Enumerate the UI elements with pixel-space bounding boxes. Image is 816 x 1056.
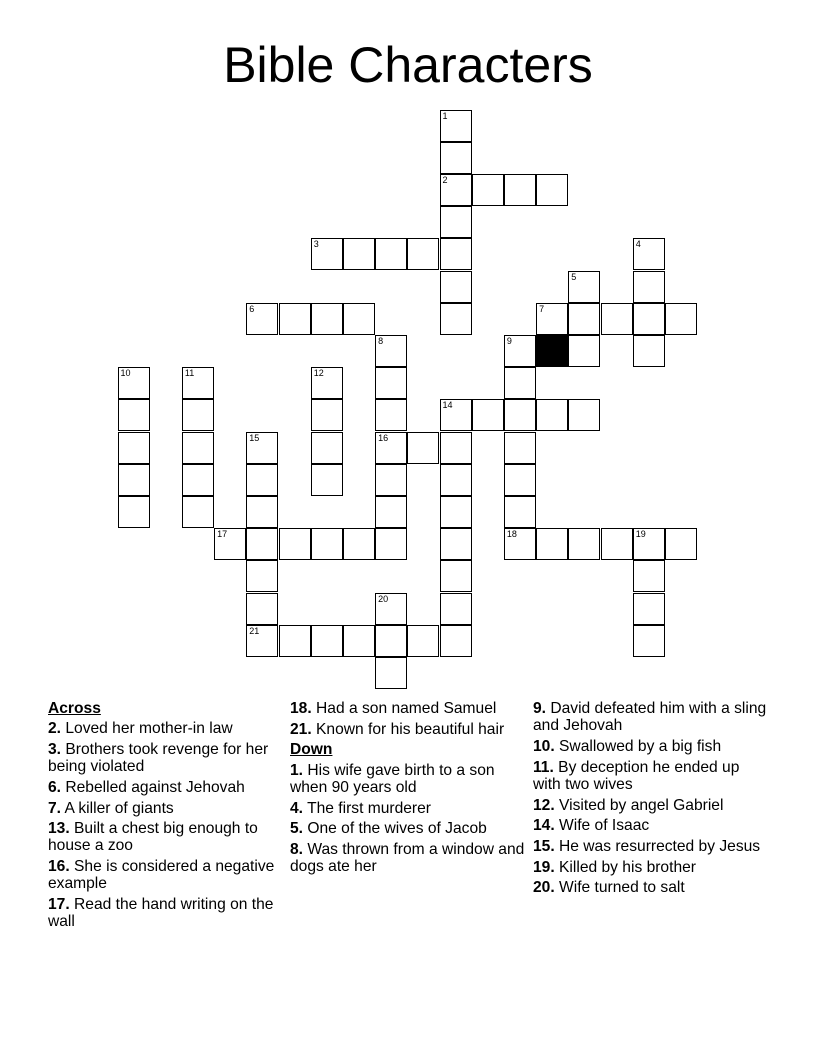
across-clue-7: 7. A killer of giants <box>48 799 174 817</box>
grid-cell[interactable] <box>375 464 407 496</box>
clue-column-3 <box>533 700 771 900</box>
grid-cell[interactable] <box>568 271 600 303</box>
clue-column-2 <box>290 700 528 879</box>
grid-cell-blocked <box>536 335 568 367</box>
grid-cell[interactable] <box>311 625 343 657</box>
grid-cell[interactable] <box>311 464 343 496</box>
grid-cell[interactable] <box>246 303 278 335</box>
grid-cell[interactable] <box>633 238 665 270</box>
grid-cell[interactable] <box>440 238 472 270</box>
across-clue-18: 18. Had a son named Samuel <box>290 700 497 717</box>
grid-cell[interactable] <box>472 174 504 206</box>
cell-number: 15 <box>249 432 260 443</box>
grid-cell[interactable] <box>118 399 150 431</box>
grid-cell[interactable] <box>633 625 665 657</box>
cell-number: 10 <box>120 368 131 379</box>
across-heading: Across <box>48 700 101 717</box>
grid-cell[interactable] <box>440 271 472 303</box>
grid-cell[interactable] <box>375 335 407 367</box>
grid-cell[interactable] <box>375 657 407 689</box>
grid-cell[interactable] <box>118 367 150 399</box>
grid-cell[interactable] <box>536 399 568 431</box>
grid-cell[interactable] <box>279 303 311 335</box>
grid-cell[interactable] <box>568 399 600 431</box>
grid-cell[interactable] <box>375 593 407 625</box>
grid-cell[interactable] <box>182 496 214 528</box>
grid-cell[interactable] <box>311 367 343 399</box>
grid-cell[interactable] <box>633 528 665 560</box>
grid-cell[interactable] <box>568 335 600 367</box>
cell-number: 9 <box>506 335 512 346</box>
grid-cell[interactable] <box>182 464 214 496</box>
cell-number: 12 <box>313 368 324 379</box>
grid-cell[interactable] <box>407 238 439 270</box>
grid-cell[interactable] <box>440 142 472 174</box>
grid-cell[interactable] <box>472 399 504 431</box>
cell-number: 16 <box>378 432 389 443</box>
down-clue-12: 12. Visited by angel Gabriel <box>533 796 724 814</box>
grid-cell[interactable] <box>246 528 278 560</box>
grid-cell[interactable] <box>182 367 214 399</box>
grid-cell[interactable] <box>343 303 375 335</box>
grid-cell[interactable] <box>440 174 472 206</box>
grid-cell[interactable] <box>665 528 697 560</box>
grid-cell[interactable] <box>311 528 343 560</box>
grid-cell[interactable] <box>504 432 536 464</box>
grid-cell[interactable] <box>311 303 343 335</box>
cell-number: 14 <box>442 400 453 411</box>
grid-cell[interactable] <box>118 464 150 496</box>
grid-cell[interactable] <box>440 303 472 335</box>
cell-number: 19 <box>635 529 646 540</box>
grid-cell[interactable] <box>504 399 536 431</box>
grid-cell[interactable] <box>375 238 407 270</box>
grid-cell[interactable] <box>601 528 633 560</box>
grid-cell[interactable] <box>407 432 439 464</box>
grid-cell[interactable] <box>504 528 536 560</box>
grid-cell[interactable] <box>440 625 472 657</box>
down-clue-14: 14. Wife of Isaac <box>533 817 650 835</box>
grid-cell[interactable] <box>246 496 278 528</box>
cell-number: 4 <box>635 239 641 250</box>
grid-cell[interactable] <box>633 560 665 592</box>
grid-cell[interactable] <box>246 560 278 592</box>
grid-cell[interactable] <box>568 303 600 335</box>
grid-cell[interactable] <box>504 464 536 496</box>
down-clue-1: 1. His wife gave birth to a son when 90 years old <box>290 761 495 796</box>
across-clue-2: 2. Loved her mother-in law <box>48 720 233 738</box>
cell-number: 2 <box>442 174 448 185</box>
grid-cell[interactable] <box>118 432 150 464</box>
across-clue-17: 17. Read the hand writing on the wall <box>48 896 274 931</box>
cell-number: 18 <box>506 529 517 540</box>
grid-cell[interactable] <box>279 528 311 560</box>
across-clue-21: 21. Known for his beautiful hair <box>290 720 505 738</box>
page-title: Bible Characters <box>223 37 593 93</box>
cell-number: 8 <box>378 335 384 346</box>
down-clue-10: 10. Swallowed by a big fish <box>533 737 722 755</box>
grid-cell[interactable] <box>440 528 472 560</box>
grid-cell[interactable] <box>633 271 665 303</box>
cell-number: 6 <box>249 303 255 314</box>
grid-cell[interactable] <box>182 432 214 464</box>
down-clue-15: 15. He was resurrected by Jesus <box>533 837 761 855</box>
grid-cell[interactable] <box>375 432 407 464</box>
down-heading: Down <box>290 741 333 759</box>
down-clue-20: 20. Wife turned to salt <box>533 879 685 897</box>
clue-column-1 <box>48 700 286 934</box>
across-clue-3: 3. Brothers took revenge for her being violated <box>48 740 269 776</box>
grid-cell[interactable] <box>504 335 536 367</box>
cell-number: 20 <box>378 593 389 604</box>
grid-cell[interactable] <box>633 593 665 625</box>
grid-cell[interactable] <box>279 625 311 657</box>
grid-cell[interactable] <box>633 303 665 335</box>
grid-cell[interactable] <box>440 464 472 496</box>
across-clue-13: 13. Built a chest big enough to house a zoo <box>48 820 258 855</box>
cell-number: 3 <box>313 239 319 250</box>
grid-cell[interactable] <box>568 528 600 560</box>
grid-cell[interactable] <box>343 528 375 560</box>
grid-cell[interactable] <box>601 303 633 335</box>
grid-cell[interactable] <box>246 593 278 625</box>
down-clue-11: 11. By deception he ended up with two wives <box>533 758 740 793</box>
down-clue-9: 9. David defeated him with a sling and Jehovah <box>533 700 767 735</box>
cell-number: 11 <box>184 368 195 379</box>
cell-number: 5 <box>571 271 577 282</box>
grid-cell[interactable] <box>536 174 568 206</box>
grid-cell[interactable] <box>375 399 407 431</box>
grid-cell[interactable] <box>375 625 407 657</box>
grid-cell[interactable] <box>665 303 697 335</box>
down-clue-19: 19. Killed by his brother <box>533 858 696 876</box>
down-clue-8: 8. Was thrown from a window and dogs ate her <box>290 840 525 876</box>
down-clue-5: 5. One of the wives of Jacob <box>290 820 487 838</box>
grid-cell[interactable] <box>407 625 439 657</box>
grid-cell[interactable] <box>440 399 472 431</box>
grid-cell[interactable] <box>343 625 375 657</box>
grid-cell[interactable] <box>504 496 536 528</box>
grid-cell[interactable] <box>311 432 343 464</box>
grid-cell[interactable] <box>214 528 246 560</box>
grid-cell[interactable] <box>440 560 472 592</box>
grid-cell[interactable] <box>633 335 665 367</box>
grid-cell[interactable] <box>536 528 568 560</box>
grid-cell[interactable] <box>311 238 343 270</box>
across-clue-6: 6. Rebelled against Jehovah <box>48 778 245 796</box>
cell-number: 7 <box>539 303 545 314</box>
grid-cell[interactable] <box>504 174 536 206</box>
grid-cell[interactable] <box>246 464 278 496</box>
grid-cell[interactable] <box>375 367 407 399</box>
down-clue-4: 4. The first murderer <box>290 799 431 817</box>
grid-cell[interactable] <box>246 625 278 657</box>
grid-cell[interactable] <box>440 593 472 625</box>
grid-cell[interactable] <box>440 496 472 528</box>
grid-cell[interactable] <box>440 432 472 464</box>
grid-cell[interactable] <box>536 303 568 335</box>
grid-cell[interactable] <box>375 528 407 560</box>
grid-cell[interactable] <box>118 496 150 528</box>
grid-cell[interactable] <box>246 432 278 464</box>
grid-cell[interactable] <box>182 399 214 431</box>
grid-cell[interactable] <box>440 110 472 142</box>
cell-number: 1 <box>442 110 448 121</box>
grid-cell[interactable] <box>311 399 343 431</box>
grid-cell[interactable] <box>504 367 536 399</box>
cell-number: 17 <box>217 529 228 540</box>
grid-cell[interactable] <box>440 206 472 238</box>
across-clue-16: 16. She is considered a negative example <box>48 858 275 893</box>
grid-cell[interactable] <box>375 496 407 528</box>
cell-number: 21 <box>249 625 260 636</box>
grid-cell[interactable] <box>343 238 375 270</box>
